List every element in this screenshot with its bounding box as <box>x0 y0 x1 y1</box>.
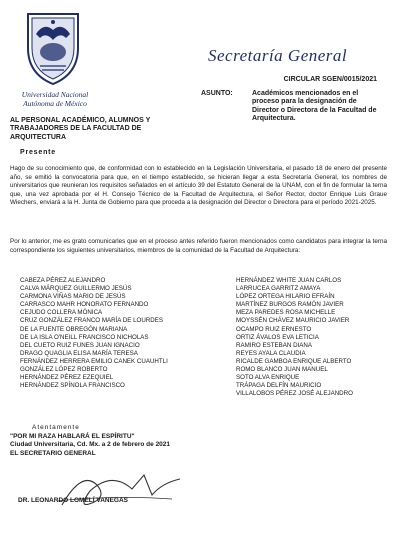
list-item: ORTIZ ÁVALOS EVA LETICIA <box>236 333 319 341</box>
unam-seal-logo <box>22 8 84 88</box>
list-item: OCAMPO RUIZ ERNESTO <box>236 325 312 333</box>
list-item: CARMONA VIÑAS MARIO DE JESÚS <box>20 293 126 301</box>
list-item: HERNÁNDEZ SPÍNOLA FRANCISCO <box>20 382 125 390</box>
list-item: ROMO BLANCO JUAN MANUEL <box>236 366 328 374</box>
list-item: RICALDE GAMBOA ENRIQUE ALBERTO <box>236 357 352 365</box>
list-item: RAMIRO ESTEBAN DIANA <box>236 341 312 349</box>
university-name: Universidad Nacional Autónoma de México <box>21 90 89 108</box>
candidate-list-left <box>20 277 210 390</box>
list-item: HERNÁNDEZ WHITE JUAN CARLOS <box>236 277 342 284</box>
closing-place-date: Ciudad Universitaria, Cd. Mx. a 2 de febrero de 2021 <box>10 441 171 449</box>
greeting: Presente <box>20 149 56 156</box>
list-item: CEJUDO COLLERA MÓNICA <box>20 309 103 317</box>
list-item: CALVA MÁRQUEZ GUILLERMO JESÚS <box>20 285 132 293</box>
closing-role: EL SECRETARIO GENERAL <box>10 449 96 457</box>
body-paragraph: Por lo anterior, me es grato comunicarles que en el proceso antes referido fueron mencionados como candidatos para integrar la terna correspondiente los siguientes universitarios, miembros de la comunidad de la Facultad de Arquitectura: <box>10 238 387 254</box>
office-title: Secretaría General <box>208 46 348 65</box>
subject-label: ASUNTO: <box>201 90 233 97</box>
list-item: DRAGO QUAGLIA ELISA MARÍA TERESA <box>20 349 138 357</box>
list-item: DE LA ISLA O'NEILL FRANCISCO NICHOLAS <box>20 333 149 341</box>
list-item: LÓPEZ ORTEGA HILARIO EFRAÍN <box>236 293 335 301</box>
body-paragraph: Hago de su conocimiento que, de conformidad con lo establecido en la Legislación Universitaria, el pasado 18 de enero del presente año, se emitió la convocatoria para que, en el tiempo establecido, se hicieran llegar a esta Secretaría General, los nombres de universitarios que reunieran los requisitos señalados en el artículo 39 del Estatuto General de la UNAM, con el fin de formular la terna que, una vez aprobada por el H. Consejo Técnico de la Facultad de Arquitectura, el Señor Rector, doctor Enrique Luis Graue Wiechers, enviará a la H. Junta de Gobierno para que proceda a la designación del Director o Directora para el período 2021-2025. <box>10 165 387 206</box>
signer-name: DR. LEONARDO LOMELÍ VANEGAS <box>18 497 129 504</box>
circular-number: CIRCULAR SGEN/0015/2021 <box>283 76 377 83</box>
list-item: SOTO ALVA ENRIQUE <box>236 374 300 382</box>
list-item: CRUZ GONZÁLEZ FRANCO MARÍA DE LOURDES <box>20 317 164 325</box>
closing-atentamente: Atentamente <box>32 424 80 431</box>
addressee: AL PERSONAL ACADÉMICO, ALUMNOS Y TRABAJADORES DE LA FACULTAD DE ARQUITECTURA <box>10 117 151 141</box>
list-item: CARRASCO MAHR HONORATO FERNANDO <box>20 301 149 309</box>
list-item: MARTÍNEZ BURGOS RAMÓN JAVIER <box>236 301 344 309</box>
closing-motto: "POR MI RAZA HABLARÁ EL ESPÍRITU" <box>10 432 135 440</box>
list-item: VILLALOBOS PÉREZ JOSÉ ALEJANDRO <box>236 390 353 398</box>
list-item: DE LA FUENTE OBREGÓN MARIANA <box>20 325 128 333</box>
list-item: TRÁPAGA DELFÍN MAURICIO <box>236 382 322 390</box>
subject-text: Académicos mencionados en el proceso para la designación de Director o Directora de la Facultad de Arquitectura. <box>252 90 377 123</box>
list-item: CABEZA PÉREZ ALEJANDRO <box>20 277 106 284</box>
list-item: GONZÁLEZ LÓPEZ ROBERTO <box>20 366 108 374</box>
list-item: REYES AYALA CLAUDIA <box>236 349 306 357</box>
candidate-list-right <box>236 277 401 398</box>
closing-block <box>10 424 170 458</box>
list-item: MEZA PAREDES ROSA MICHELLE <box>236 309 336 317</box>
list-item: DEL CUETO RUIZ FUNES JUAN IGNACIO <box>20 341 140 349</box>
list-item: LARRUCEA GARRITZ AMAYA <box>236 285 321 293</box>
list-item: MOYSSÉN CHÁVEZ MAURICIO JAVIER <box>236 317 350 325</box>
handwritten-signature <box>52 465 192 515</box>
list-item: FERNÁNDEZ HERRERA EMILIO CANEK CUAUHTLI <box>20 357 168 365</box>
list-item: HERNÁNDEZ PÉREZ EZEQUIEL <box>20 374 114 382</box>
